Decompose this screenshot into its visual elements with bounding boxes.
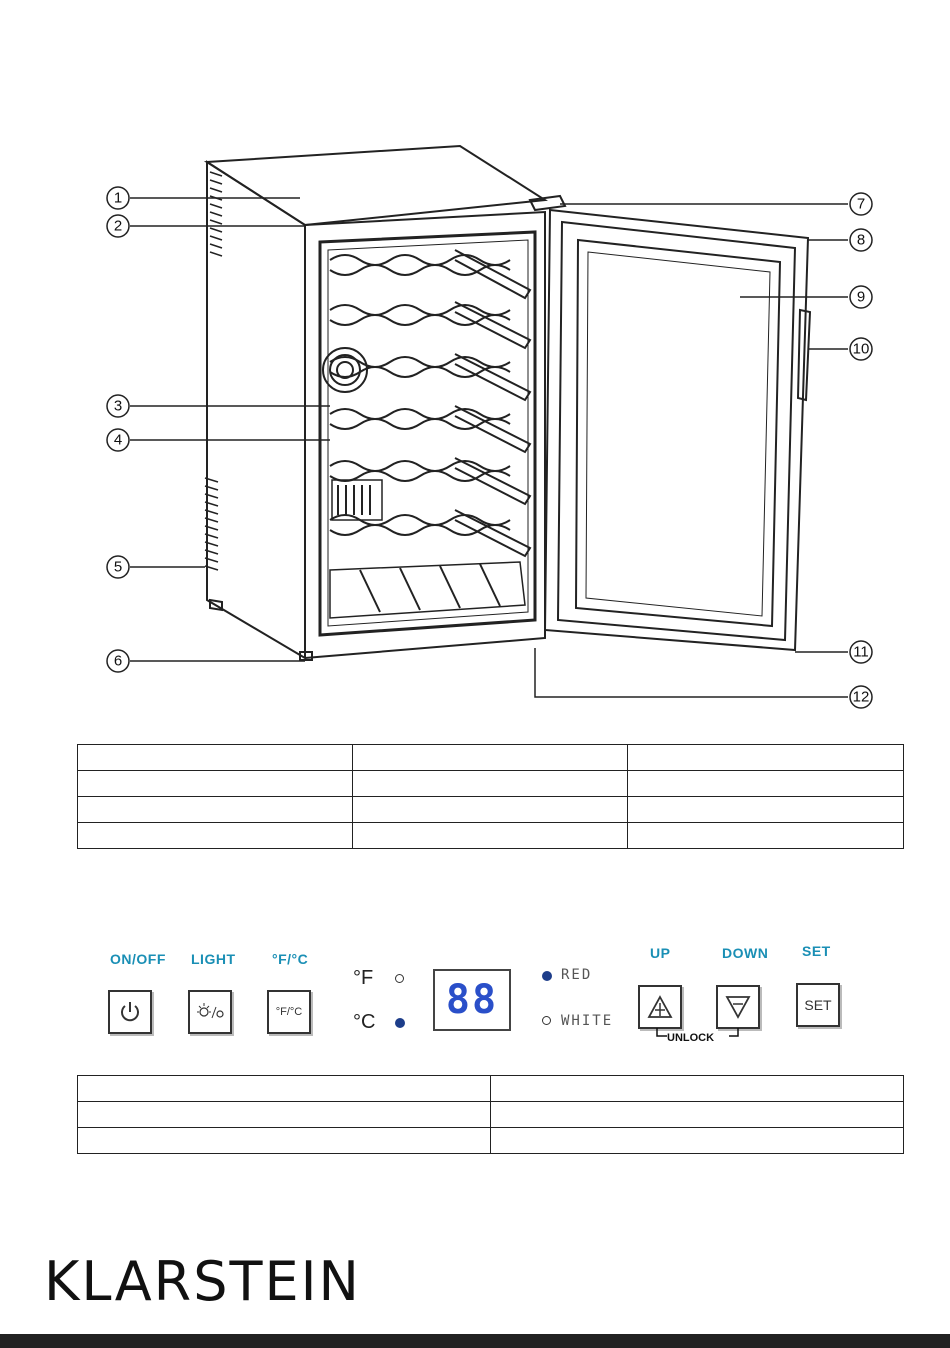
- up-arrow-icon: [647, 994, 673, 1020]
- fahrenheit-label: °F: [353, 967, 374, 989]
- callout-4: 4: [113, 431, 123, 449]
- table-row: [78, 1076, 904, 1102]
- table-cell: [628, 823, 904, 849]
- table-cell: [78, 1102, 491, 1128]
- unit-label: °F/°C: [272, 951, 309, 967]
- parts-table: [77, 744, 904, 849]
- wine-cooler-diagram: [0, 130, 950, 720]
- unlock-label: UNLOCK: [667, 1032, 715, 1044]
- table-row: [78, 1128, 904, 1154]
- controls-table: [77, 1075, 904, 1154]
- down-arrow-icon: [725, 994, 751, 1020]
- light-bulb-icon: [196, 1002, 224, 1022]
- table-row: [78, 797, 904, 823]
- callout-2: 2: [113, 217, 123, 235]
- down-label: DOWN: [722, 945, 769, 961]
- table-cell: [78, 797, 353, 823]
- table-row: [78, 1102, 904, 1128]
- table-cell: [491, 1076, 904, 1102]
- celsius-label: °C: [353, 1011, 376, 1033]
- control-panel: [95, 935, 855, 1050]
- up-button[interactable]: [638, 985, 682, 1029]
- callout-6: 6: [113, 652, 123, 670]
- callout-11: 11: [853, 643, 869, 661]
- fahrenheit-indicator: [395, 974, 404, 983]
- table-cell: [353, 745, 628, 771]
- set-button[interactable]: SET: [796, 983, 840, 1027]
- set-label: SET: [802, 943, 831, 959]
- table-cell: [78, 1128, 491, 1154]
- table-cell: [78, 823, 353, 849]
- callout-7: 7: [856, 195, 866, 213]
- red-label: RED: [561, 967, 593, 983]
- on-off-label: ON/OFF: [110, 951, 166, 967]
- brand-logo: KLARSTEIN: [44, 1250, 361, 1313]
- table-cell: [353, 771, 628, 797]
- light-label: LIGHT: [191, 951, 236, 967]
- table-cell: [628, 797, 904, 823]
- table-cell: [78, 745, 353, 771]
- celsius-indicator: [395, 1018, 405, 1028]
- table-row: [78, 771, 904, 797]
- callout-12: 12: [852, 688, 870, 706]
- light-button[interactable]: [188, 990, 232, 1034]
- table-cell: [628, 745, 904, 771]
- table-cell: [353, 823, 628, 849]
- table-cell: [628, 771, 904, 797]
- up-label: UP: [650, 945, 671, 961]
- callout-8: 8: [856, 231, 866, 249]
- table-cell: [491, 1128, 904, 1154]
- table-cell: [353, 797, 628, 823]
- table-cell: [491, 1102, 904, 1128]
- white-indicator: [542, 1016, 551, 1025]
- callout-1: 1: [113, 189, 123, 207]
- temperature-display: 88: [433, 969, 511, 1031]
- callout-5: 5: [113, 558, 123, 576]
- table-cell: [78, 771, 353, 797]
- power-button[interactable]: [108, 990, 152, 1034]
- table-cell: [78, 1076, 491, 1102]
- callout-3: 3: [113, 397, 123, 415]
- table-row: [78, 823, 904, 849]
- white-label: WHITE: [561, 1013, 614, 1029]
- table-row: [78, 745, 904, 771]
- callout-9: 9: [856, 288, 866, 306]
- power-icon: [118, 1000, 142, 1024]
- down-button[interactable]: [716, 985, 760, 1029]
- unit-toggle-button[interactable]: °F/°C: [267, 990, 311, 1034]
- footer-bar: [0, 1334, 950, 1348]
- red-indicator: [542, 971, 552, 981]
- callout-10: 10: [852, 340, 870, 358]
